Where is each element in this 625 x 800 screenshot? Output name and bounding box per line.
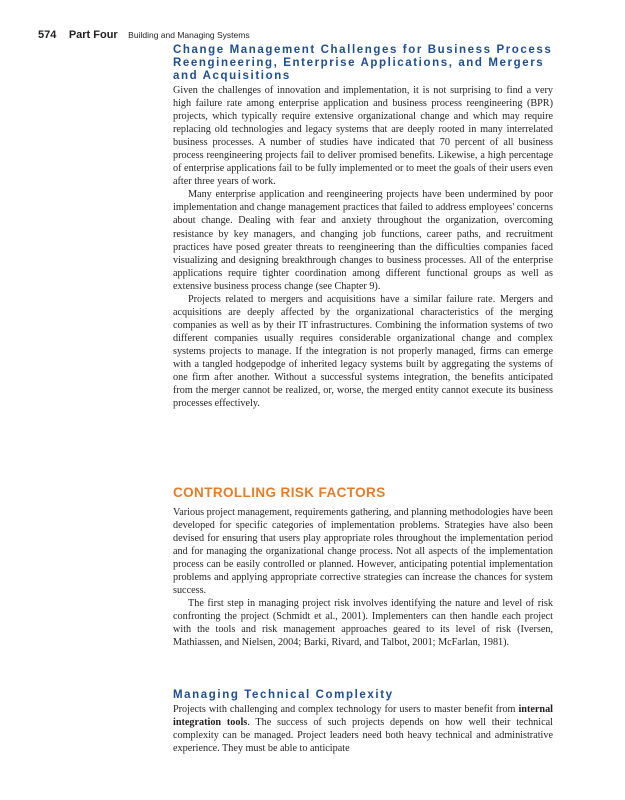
part-label: Part Four xyxy=(68,29,118,41)
section-heading-technical-complexity: Managing Technical Complexity xyxy=(173,689,394,701)
paragraph: Given the challenges of innovation and implementation, it is not surprising to find a very high failure rate among enterprise application and business process reengineering (BPR) projects, which typically require extensive organizational change and which may require replacing old technologies and legacy systems that are deeply rooted in many interrelated business processes. A number of studies have indicated that 70 percent of all business process reengineering projects fail to deliver promised benefits. Likewise, a high percentage of enterprise applications fail to be fully implemented or to meet the goals of their users even after three years of work. xyxy=(173,85,553,188)
page-number: 574 xyxy=(38,29,57,41)
part-title: Building and Managing Systems xyxy=(128,30,250,40)
paragraph: The first step in managing project risk involves identifying the nature and level of risk confronting the project (Schmidt et al., 2001). Implementers can then handle each project with the tools and risk management approaches geared to its level of risk (Iversen, Mathiassen, and Nielsen, 2004; Barki, Rivard, and Talbot, 2001; McFarlan, 1981). xyxy=(173,598,553,649)
paragraph: Various project management, requirements gathering, and planning methodologies have been developed for specific categories of implementation problems. Strategies have also been devised for ensuring that users play appropriate roles throughout the implementation period and for managing the organizational change process. Not all aspects of the implementation process can be easily controlled or planned. However, anticipating potential implementation problems and applying appropriate corrective strategies can increase the chances for system success. xyxy=(173,507,553,597)
heading-line: and Acquisitions xyxy=(173,70,291,82)
paragraph xyxy=(173,703,553,755)
section-technical-complexity xyxy=(173,689,553,755)
section-controlling-risk xyxy=(173,485,553,650)
running-header xyxy=(38,25,250,43)
paragraph: Many enterprise application and reengineering projects have been undermined by poor implementation and change management practices that failed to address employees' concerns about change. Dealing with fear and anxiety throughout the organization, overcoming resistance by key managers, and changing job functions, career paths, and recruitment practices have posed greater threats to reengineering than the difficulties companies faced visualizing and designing breakthrough changes to business processes. All of the enterprise applications require tighter coordination among different functional groups as well as extensive business process change (see Chapter 9). xyxy=(173,189,553,292)
paragraph: Projects related to mergers and acquisitions have a similar failure rate. Mergers and acquisitions are deeply affected by the organizational characteristics of the merging companies as well as by their IT infrastructures. Combining the information systems of two different companies usually requires considerable organizational change and complex systems projects to manage. If the integration is not properly managed, firms can emerge with a tangled hodgepodge of inherited legacy systems built by aggregating the systems of one firm after another. Without a successful systems integration, the benefits anticipated from the merger cannot be realized, or, worse, the merged entity cannot execute its business processes effectively. xyxy=(173,293,553,410)
section-change-management xyxy=(173,44,553,410)
heading-line: Change Management Challenges for Business Process xyxy=(173,44,553,56)
key-term: internal integration tools xyxy=(173,704,553,729)
paragraph-text: Projects with challenging and complex technology for users to master benefit from xyxy=(173,704,516,715)
section-heading-controlling-risk: CONTROLLING RISK FACTORS xyxy=(173,485,386,500)
paragraph-text: . The success of such projects depends on how well their technical complexity can be managed. Project leaders need both heavy technical and administrative experience. They must be able to anticipate xyxy=(173,717,553,755)
section-heading-change-management xyxy=(173,44,553,83)
heading-line: Reengineering, Enterprise Applications, and Mergers xyxy=(173,57,545,69)
